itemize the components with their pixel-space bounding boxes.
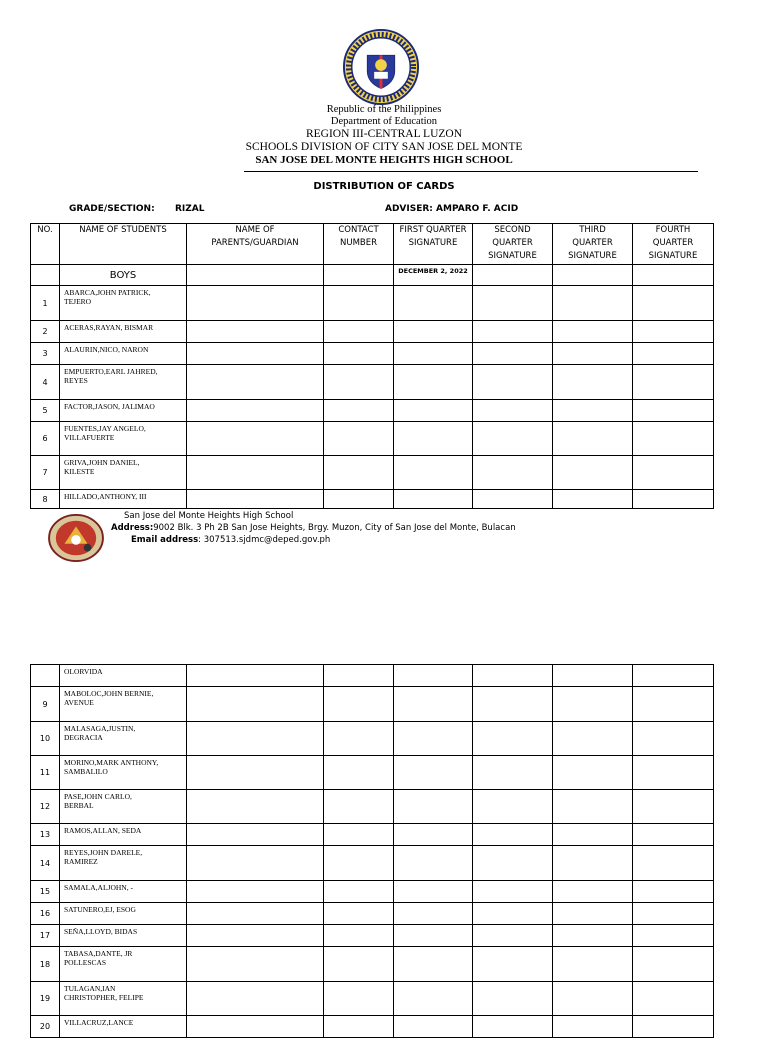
student-name: TABASA,DANTE, JR POLLESCAS (60, 947, 187, 982)
header-department: Department of Education (330, 116, 438, 127)
table-row (31, 365, 714, 400)
col-header-parents: NAME OF PARENTS/GUARDIAN (187, 224, 324, 265)
table-row (31, 722, 714, 756)
row-number: 11 (31, 756, 60, 790)
row-number: 10 (31, 722, 60, 756)
header-school: SAN JOSE DEL MONTE HEIGHTS HIGH SCHOOL (255, 154, 513, 166)
distribution-table-page1 (30, 223, 714, 509)
row-number: 8 (31, 490, 60, 509)
row-number: 17 (31, 925, 60, 947)
grade-section-value: RIZAL (175, 204, 205, 214)
col-header-first-quarter: FIRST QUARTER SIGNATURE (394, 224, 473, 265)
row-number: 12 (31, 790, 60, 824)
row-number: 6 (31, 422, 60, 456)
row-number: 15 (31, 881, 60, 903)
boys-label: BOYS (60, 265, 187, 286)
footer-school-name: San Jose del Monte Heights High School (124, 511, 294, 521)
boys-row (31, 265, 714, 286)
student-name: ABARCA,JOHN PATRICK, TEJERO (60, 286, 187, 321)
row-number: 3 (31, 343, 60, 365)
col-header-contact: CONTACT NUMBER (324, 224, 394, 265)
table-row (31, 665, 714, 687)
table-row (31, 824, 714, 846)
student-name: FUENTES,JAY ANGELO, VILLAFUERTE (60, 422, 187, 456)
table-row (31, 1016, 714, 1038)
table-row (31, 982, 714, 1016)
student-name: RAMOS,ALLAN, SEDA (60, 824, 187, 846)
table-row (31, 846, 714, 881)
school-logo (47, 513, 105, 563)
student-name: MABOLOC,JOHN BERNIE, AVENUE (60, 687, 187, 722)
table-row (31, 343, 714, 365)
table-row (31, 756, 714, 790)
student-name: ACERAS,RAYAN, BISMAR (60, 321, 187, 343)
row-number: 18 (31, 947, 60, 982)
student-name: MALASAGA,JUSTIN, DEGRACIA (60, 722, 187, 756)
document-title: DISTRIBUTION OF CARDS (313, 181, 455, 192)
table-row (31, 687, 714, 722)
table-row (31, 456, 714, 490)
deped-seal-logo (342, 28, 420, 106)
student-name-continuation: OLORVIDA (60, 665, 187, 687)
footer-address: Address:9002 Blk. 3 Ph 2B San Jose Heights, Brgy. Muzon, City of San Jose del Monte, Bulacan (111, 523, 516, 533)
row-number: 5 (31, 400, 60, 422)
student-name: HILLADO,ANTHONY, III (60, 490, 187, 509)
grade-section-label: GRADE/SECTION: (69, 204, 155, 214)
distribution-table-page2 (30, 664, 714, 1038)
table-row (31, 790, 714, 824)
adviser-label: ADVISER: AMPARO F. ACID (385, 204, 519, 214)
student-name: TULAGAN,IAN CHRISTOPHER, FELIPE (60, 982, 187, 1016)
student-name: FACTOR,JASON, JALIMAO (60, 400, 187, 422)
row-number: 19 (31, 982, 60, 1016)
student-name: PASE,JOHN CARLO, BERBAL (60, 790, 187, 824)
student-name: SAMALA,ALJOHN, - (60, 881, 187, 903)
header-division: SCHOOLS DIVISION OF CITY SAN JOSE DEL MONTE (245, 141, 523, 153)
row-number: 2 (31, 321, 60, 343)
student-name: SATUNERO,EJ, ESOG (60, 903, 187, 925)
header-divider (244, 171, 698, 172)
table-row (31, 422, 714, 456)
row-number: 1 (31, 286, 60, 321)
row-number: 13 (31, 824, 60, 846)
footer-email: Email address: 307513.sjdmc@deped.gov.ph (131, 535, 331, 545)
row-number: 16 (31, 903, 60, 925)
student-name: ALAURIN,NICO, NARON (60, 343, 187, 365)
student-name: EMPUERTO,EARL JAHRED, REYES (60, 365, 187, 400)
table-row (31, 903, 714, 925)
table-row (31, 925, 714, 947)
first-quarter-date: DECEMBER 2, 2022 (394, 265, 473, 286)
col-header-no: NO. (31, 224, 60, 265)
col-header-third-quarter: THIRD QUARTER SIGNATURE (553, 224, 633, 265)
row-number: 9 (31, 687, 60, 722)
student-name: MORINO,MARK ANTHONY, SAMBALILO (60, 756, 187, 790)
student-name: GRIVA,JOHN DANIEL, KILESTE (60, 456, 187, 490)
table-row (31, 286, 714, 321)
table-row (31, 947, 714, 982)
table-row (31, 490, 714, 509)
header-region: REGION III-CENTRAL LUZON (305, 128, 463, 140)
col-header-fourth-quarter: FOURTH QUARTER SIGNATURE (633, 224, 714, 265)
header-republic: Republic of the Philippines (326, 104, 442, 115)
row-number: 7 (31, 456, 60, 490)
table-row (31, 400, 714, 422)
table-row (31, 321, 714, 343)
student-name: REYES,JOHN DARELE, RAMIREZ (60, 846, 187, 881)
student-name: SEÑA,LLOYD, BIDAS (60, 925, 187, 947)
student-name: VILLACRUZ,LANCE (60, 1016, 187, 1038)
row-number: 20 (31, 1016, 60, 1038)
col-header-second-quarter: SECOND QUARTER SIGNATURE (473, 224, 553, 265)
row-number: 4 (31, 365, 60, 400)
row-number: 14 (31, 846, 60, 881)
table-row (31, 881, 714, 903)
col-header-name: NAME OF STUDENTS (60, 224, 187, 265)
